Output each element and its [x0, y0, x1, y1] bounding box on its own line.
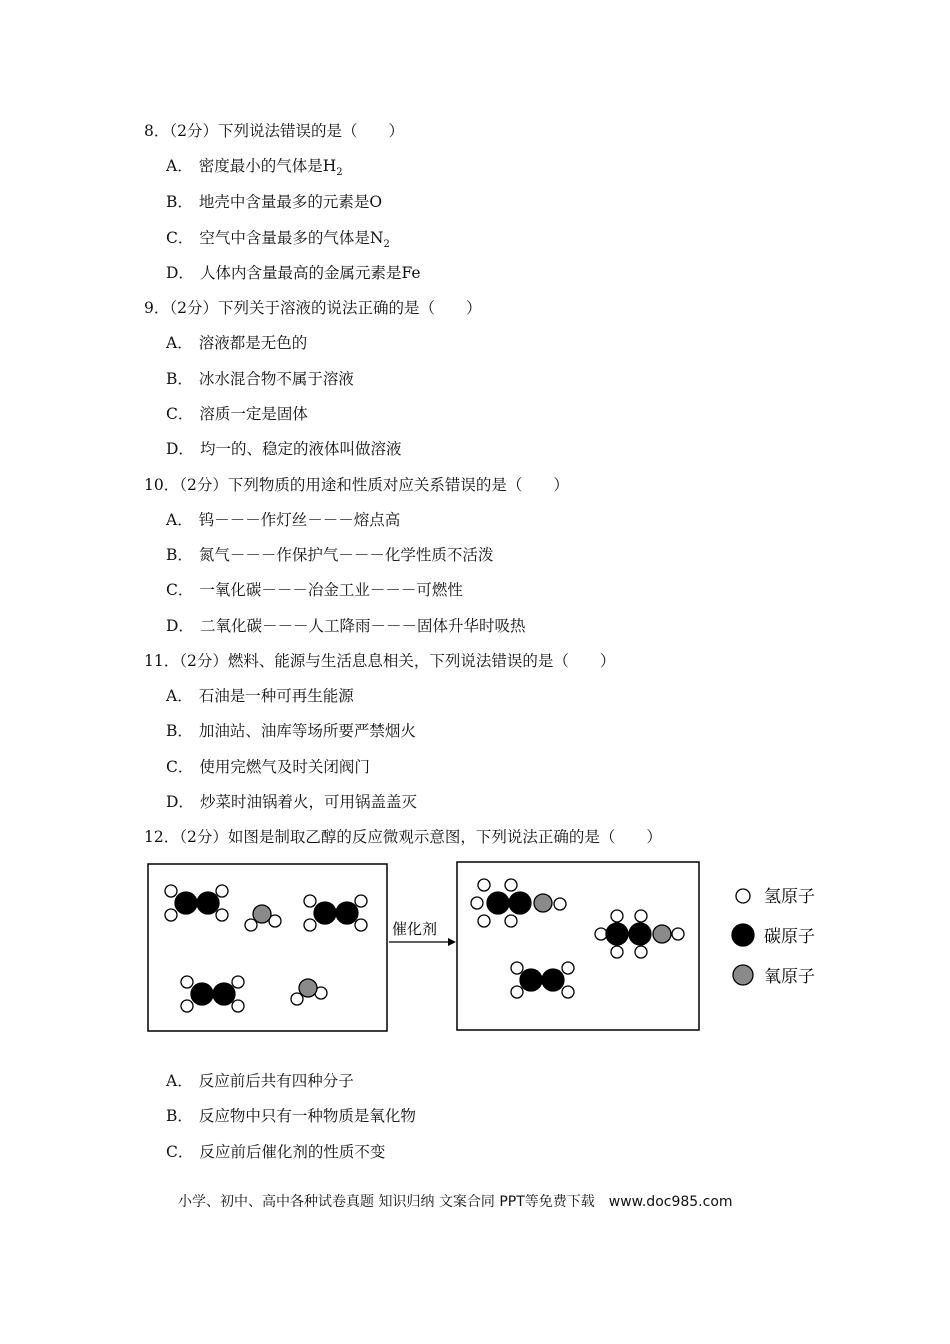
- arrow-head-icon: [448, 938, 456, 946]
- carbon-atom: [213, 983, 235, 1005]
- hydrogen-atom: [471, 897, 483, 909]
- subscript: 2: [336, 167, 343, 179]
- option-text: 反应物中只有一种物质是氧化物: [198, 1107, 416, 1125]
- q8-option-b[interactable]: [166, 190, 382, 212]
- option-text: 使用完燃气及时关闭阀门: [199, 758, 370, 776]
- option-letter: A．: [166, 1072, 193, 1090]
- hydrogen-atom: [216, 885, 228, 897]
- q11-option-b[interactable]: [166, 719, 416, 741]
- carbon-atom: [542, 969, 564, 991]
- question-text: 燃料、能源与生活息息相关，下列说法错误的是（ ）: [227, 652, 616, 670]
- question-number: 8．: [144, 122, 170, 140]
- option-text: 一氧化碳－－－冶金工业－－－可燃性: [199, 581, 463, 599]
- q9-option-a[interactable]: [166, 331, 307, 353]
- option-letter: A．: [166, 334, 193, 352]
- hydrogen-atom: [635, 910, 647, 922]
- hydrogen-atom: [562, 986, 574, 998]
- carbon-atom: [520, 969, 542, 991]
- q10-option-d[interactable]: [166, 614, 525, 636]
- option-letter: C．: [166, 758, 194, 776]
- question-text: 下列物质的用途和性质对应关系错误的是（ ）: [227, 476, 569, 494]
- oxygen-atom: [534, 894, 552, 912]
- question-8-stem: [144, 119, 404, 141]
- oxygen-atom: [653, 925, 671, 943]
- option-text: 反应前后催化剂的性质不变: [199, 1143, 386, 1161]
- carbon-atom: [509, 892, 531, 914]
- question-points: （2分）: [169, 299, 218, 317]
- question-text: 下列说法错误的是（ ）: [218, 122, 405, 140]
- hydrogen-atom: [181, 976, 193, 988]
- option-text: 二氧化碳－－－人工降雨－－－固体升华时吸热: [199, 617, 526, 635]
- q8-option-c[interactable]: [166, 226, 390, 250]
- hydrogen-atom: [511, 986, 523, 998]
- subscript: 2: [383, 239, 390, 251]
- q10-option-a[interactable]: [166, 508, 400, 530]
- option-letter: B．: [166, 193, 193, 211]
- question-number: 11．: [144, 652, 180, 670]
- oxygen-atom: [253, 905, 271, 923]
- q11-option-d[interactable]: [166, 790, 417, 812]
- option-text: 钨－－－作灯丝－－－熔点高: [198, 511, 401, 529]
- option-letter: A．: [166, 157, 193, 175]
- carbon-atom: [175, 892, 197, 914]
- hydrogen-atom: [611, 910, 623, 922]
- hydrogen-atom: [672, 928, 684, 940]
- option-letter: D．: [166, 264, 194, 282]
- question-number: 9．: [144, 299, 170, 317]
- q9-option-d[interactable]: [166, 437, 401, 459]
- hydrogen-atom: [595, 928, 607, 940]
- q12-option-a[interactable]: [166, 1069, 354, 1091]
- q11-option-c[interactable]: [166, 755, 370, 777]
- option-text: 溶液都是无色的: [198, 334, 308, 352]
- hydrogen-atom: [635, 946, 647, 958]
- hydrogen-atom: [232, 1000, 244, 1012]
- carbon-atom: [191, 983, 213, 1005]
- option-letter: C．: [166, 581, 194, 599]
- hydrogen-atom: [355, 919, 367, 931]
- carbon-atom: [606, 923, 628, 945]
- hydrogen-atom: [304, 919, 316, 931]
- page-footer: 小学、初中、高中各种试卷真题 知识归纳 文案合同 PPT等免费下载 www.doc985.com: [178, 1194, 733, 1210]
- q12-option-b[interactable]: [166, 1104, 416, 1126]
- hydrogen-atom: [505, 915, 517, 927]
- question-10-stem: [144, 473, 569, 495]
- hydrogen-atom: [304, 895, 316, 907]
- option-letter: D．: [166, 617, 194, 635]
- option-text: 空气中含量最多的气体是N: [199, 229, 384, 247]
- products-box: [457, 862, 699, 1030]
- legend-hydrogen-icon: [736, 889, 750, 903]
- question-points: （2分）: [169, 122, 218, 140]
- question-points: （2分）: [179, 476, 228, 494]
- legend-oxygen-icon: [733, 965, 753, 985]
- option-letter: A．: [166, 511, 193, 529]
- question-points: （2分）: [179, 652, 228, 670]
- question-text: 下列关于溶液的说法正确的是（ ）: [218, 299, 482, 317]
- q10-option-c[interactable]: [166, 578, 463, 600]
- question-text: 如图是制取乙醇的反应微观示意图，下列说法正确的是（ ）: [227, 828, 662, 846]
- carbon-atom: [336, 902, 358, 924]
- legend-hydrogen-label: 氢原子: [764, 887, 815, 907]
- q8-option-d[interactable]: [166, 261, 421, 283]
- hydrogen-atom: [165, 885, 177, 897]
- hydrogen-atom: [165, 909, 177, 921]
- legend-carbon-icon: [732, 924, 754, 946]
- hydrogen-atom: [216, 909, 228, 921]
- carbon-atom: [629, 923, 651, 945]
- question-number: 12．: [144, 828, 180, 846]
- reaction-diagram: [140, 852, 840, 1042]
- option-text: 氮气－－－作保护气－－－化学性质不活泼: [198, 546, 494, 564]
- hydrogen-atom: [562, 962, 574, 974]
- option-letter: D．: [166, 793, 194, 811]
- oxygen-atom: [299, 979, 317, 997]
- option-text: 人体内含量最高的金属元素是Fe: [199, 264, 421, 282]
- hydrogen-atom: [232, 976, 244, 988]
- q11-option-a[interactable]: [166, 684, 354, 706]
- option-text: 溶质一定是固体: [199, 405, 308, 423]
- option-text: 反应前后共有四种分子: [198, 1072, 354, 1090]
- q9-option-b[interactable]: [166, 367, 354, 389]
- hydrogen-atom: [505, 879, 517, 891]
- hydrogen-atom: [478, 915, 490, 927]
- option-text: 密度最小的气体是H: [198, 157, 337, 175]
- hydrogen-atom: [181, 1000, 193, 1012]
- hydrogen-atom: [478, 879, 490, 891]
- option-letter: C．: [166, 405, 194, 423]
- legend-carbon-label: 碳原子: [764, 927, 815, 947]
- option-letter: A．: [166, 687, 193, 705]
- hydrogen-atom: [611, 946, 623, 958]
- option-letter: B．: [166, 546, 193, 564]
- question-11-stem: [144, 649, 615, 671]
- legend-oxygen-label: 氧原子: [764, 967, 815, 987]
- q8-option-a[interactable]: [166, 154, 343, 178]
- option-text: 地壳中含量最多的元素是O: [198, 193, 383, 211]
- question-points: （2分）: [179, 828, 228, 846]
- q10-option-b[interactable]: [166, 543, 493, 565]
- question-12-stem: [144, 825, 662, 847]
- option-letter: C．: [166, 1143, 194, 1161]
- option-text: 炒菜时油锅着火，可用锅盖盖灭: [199, 793, 417, 811]
- option-text: 加油站、油库等场所要严禁烟火: [198, 722, 416, 740]
- hydrogen-atom: [355, 895, 367, 907]
- option-text: 石油是一种可再生能源: [198, 687, 354, 705]
- option-letter: D．: [166, 440, 194, 458]
- question-number: 10．: [144, 476, 180, 494]
- option-letter: B．: [166, 1107, 193, 1125]
- catalyst-label: 催化剂: [392, 920, 438, 938]
- option-text: 冰水混合物不属于溶液: [198, 370, 354, 388]
- q12-option-c[interactable]: [166, 1140, 385, 1162]
- option-letter: B．: [166, 722, 193, 740]
- carbon-atom: [197, 892, 219, 914]
- hydrogen-atom: [511, 962, 523, 974]
- option-letter: C．: [166, 229, 194, 247]
- option-text: 均一的、稳定的液体叫做溶液: [199, 440, 402, 458]
- question-9-stem: [144, 296, 482, 318]
- hydrogen-atom: [554, 898, 566, 910]
- q9-option-c[interactable]: [166, 402, 308, 424]
- carbon-atom: [314, 902, 336, 924]
- carbon-atom: [487, 892, 509, 914]
- option-letter: B．: [166, 370, 193, 388]
